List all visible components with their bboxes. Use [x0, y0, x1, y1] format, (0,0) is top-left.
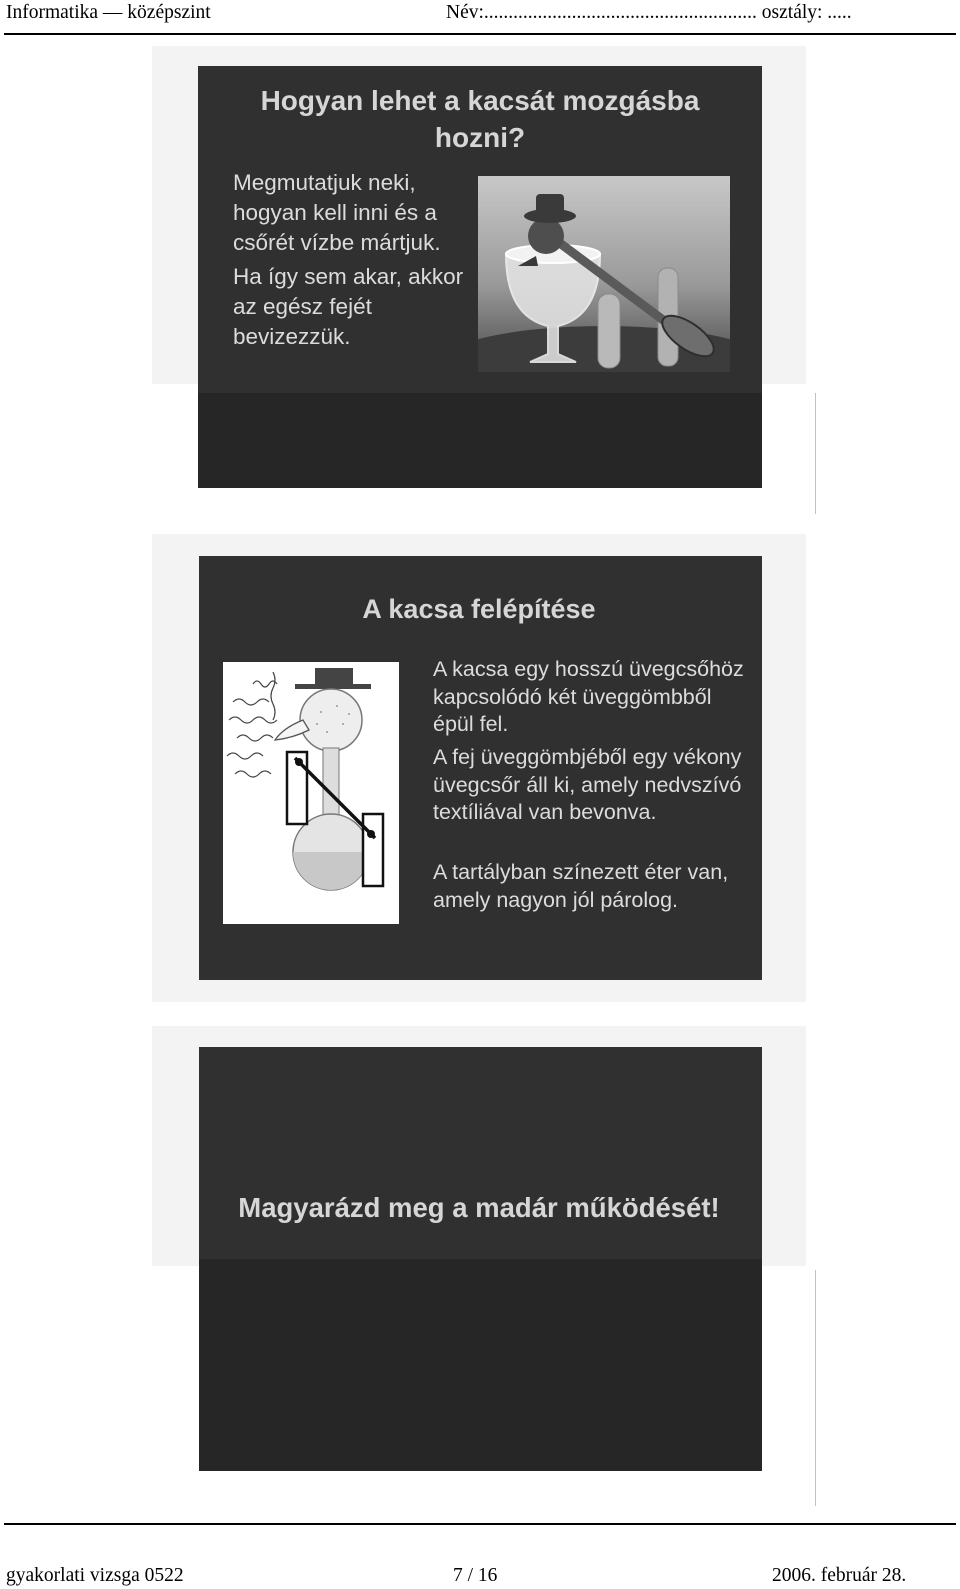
- header-rule: [4, 33, 956, 35]
- footer-page-number: 7 / 16: [453, 1565, 498, 1586]
- slide-2: [199, 556, 762, 980]
- slide-2-paragraph-2: A fej üveggömbjéből egy vékony üvegcsőr áll ki, amely nedvszívó textíliával van bevonva.: [433, 745, 742, 824]
- slide-1-paragraph-1: Megmutatjuk neki, hogyan kell inni és a csőrét vízbe mártjuk.: [233, 170, 441, 255]
- slide-2-title: A kacsa felépítése: [362, 594, 596, 624]
- page-header: [0, 0, 960, 36]
- header-subject: Informatika — középszint: [6, 2, 211, 23]
- slide-3: [199, 1047, 762, 1471]
- drinking-bird-diagram: [223, 662, 399, 924]
- footer-date: 2006. február 28.: [772, 1565, 907, 1586]
- slide-3-lower-band: [199, 1259, 762, 1471]
- slide-1-edge-line: [815, 393, 816, 514]
- slide-1-paragraph-2: Ha így sem akar, akkor az egész fejét bevizezzük.: [233, 264, 464, 349]
- slide-3-edge-line: [815, 1270, 816, 1506]
- slide-1-lower-band: [198, 393, 762, 488]
- slide-3-title: Magyarázd meg a madár működését!: [238, 1192, 720, 1223]
- slide-2-paragraph-3: A tartályban színezett éter van, amely nagyon jól párolog.: [433, 860, 729, 912]
- slide-1: [198, 66, 762, 488]
- footer-rule: [4, 1523, 956, 1525]
- drinking-bird-photo: [478, 176, 730, 372]
- slide-1-title: Hogyan lehet a kacsát mozgásba hozni?: [260, 85, 700, 153]
- footer-exam-code: gyakorlati vizsga 0522: [6, 1565, 184, 1586]
- slide-2-paragraph-1: A kacsa egy hosszú üvegcsőhöz kapcsolódó két üveggömbből épül fel.: [433, 657, 744, 736]
- header-name-class: Név:........................................................ osztály: .....: [446, 2, 852, 23]
